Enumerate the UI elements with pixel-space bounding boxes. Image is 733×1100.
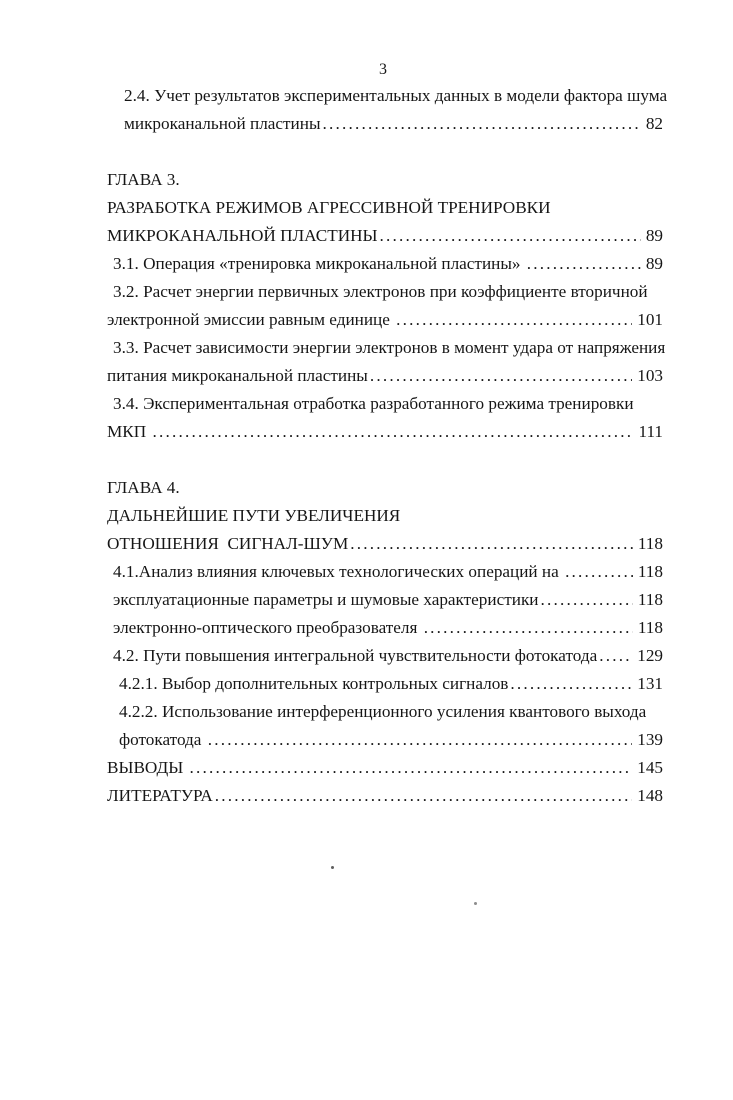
toc-entry [107,334,666,362]
toc-entry-text: МКП [107,422,151,441]
toc-entry-page: 111 [638,422,663,441]
toc-entry-text: ГЛАВА 4. [107,478,180,497]
dot-leader [187,754,632,782]
toc-entry-text: ВЫВОДЫ [107,758,188,777]
toc-entry-text: электронно-оптического преобразователя [113,618,422,637]
dot-leader [525,250,641,278]
toc-entry-page: 89 [645,254,663,273]
toc-entry-text: 4.2. Пути повышения интегральной чувствительности фотокатода [113,646,598,665]
toc-entry-text: РАЗРАБОТКА РЕЖИМОВ АГРЕССИВНОЙ ТРЕНИРОВКИ [107,198,551,217]
toc-entry [107,726,663,754]
toc-entry-text: ГЛАВА 3. [107,170,180,189]
toc-entry [107,530,663,558]
toc-entry-text: микроканальной пластины [124,114,321,133]
toc-entry [107,194,663,222]
toc-entry-text: 4.1.Анализ влияния ключевых технологических операций на [113,562,564,581]
dot-leader [508,670,632,698]
toc-entry-page: 118 [637,562,663,581]
dot-leader [597,642,632,670]
toc-entry-text: 3.1. Операция «тренировка микроканальной пластины» [113,254,525,273]
toc-entry [107,502,663,530]
table-of-contents [107,82,668,810]
dot-leader [422,614,633,642]
toc-entry-page: 82 [645,114,663,133]
page-number: 3 [379,61,387,78]
toc-entry [107,474,663,502]
toc-entry-page: 101 [637,310,663,329]
toc-entry-text: 4.2.1. Выбор дополнительных контрольных сигналов [119,674,509,693]
toc-entry [107,558,663,586]
toc-entry-text: ДАЛЬНЕЙШИЕ ПУТИ УВЕЛИЧЕНИЯ [107,506,401,525]
dot-leader [150,418,633,446]
toc-entry-page: 118 [637,534,663,553]
toc-entry [107,642,663,670]
toc-entry-text: 3.2. Расчет энергии первичных электронов при коэффициенте вторичной [113,282,648,301]
toc-entry-page: 131 [637,674,663,693]
toc-entry-page: 145 [637,758,663,777]
dot-leader [348,530,633,558]
toc-entry [107,614,663,642]
toc-entry-text: 4.2.2. Использование интерференционного усиления квантового выхода [119,702,647,721]
toc-entry-text: 3.3. Расчет зависимости энергии электронов в момент удара от напряжения [113,338,666,357]
toc-entry-text: ЛИТЕРАТУРА [107,786,213,805]
dot-leader [394,306,632,334]
toc-entry-text: 3.4. Экспериментальная отработка разработанного режима тренировки [113,394,634,413]
toc-entry-text: эксплуатационные параметры и шумовые характеристики [113,590,539,609]
toc-entry [107,250,663,278]
dot-leader [563,558,633,586]
toc-entry-text: 2.4. Учет результатов экспериментальных данных в модели фактора шума [124,86,668,105]
toc-entry-page: 148 [637,786,663,805]
dot-leader [321,110,641,138]
toc-entry [107,306,663,334]
toc-entry [107,278,663,306]
toc-entry-page: 103 [637,366,663,385]
toc-entry [107,698,663,726]
toc-entry-page: 118 [637,590,663,609]
toc-entry [107,110,663,138]
toc-entry-page: 118 [637,618,663,637]
toc-entry-text: питания микроканальной пластины [107,366,368,385]
toc-entry [107,586,663,614]
toc-entry [107,754,663,782]
toc-entry [107,782,663,810]
toc-entry [107,670,663,698]
dot-leader [539,586,633,614]
toc-entry [107,222,663,250]
toc-entry-page: 129 [637,646,663,665]
dot-leader [368,362,632,390]
toc-entry-page: 139 [637,730,663,749]
toc-entry [107,362,663,390]
scan-speck [331,866,334,869]
toc-entry [107,390,663,418]
toc-entry [107,418,663,446]
toc-entry-text: ОТНОШЕНИЯ СИГНАЛ-ШУМ [107,534,349,553]
toc-entry-text: электронной эмиссии равным единице [107,310,395,329]
toc-entry-text: МИКРОКАНАЛЬНОЙ ПЛАСТИНЫ [107,226,378,245]
toc-entry [107,82,668,110]
dot-leader [213,782,632,810]
dot-leader [378,222,641,250]
toc-entry [107,166,663,194]
toc-entry-text: фотокатода [119,730,206,749]
dot-leader [206,726,633,754]
scan-speck [474,902,477,905]
toc-entry-page: 89 [645,226,663,245]
